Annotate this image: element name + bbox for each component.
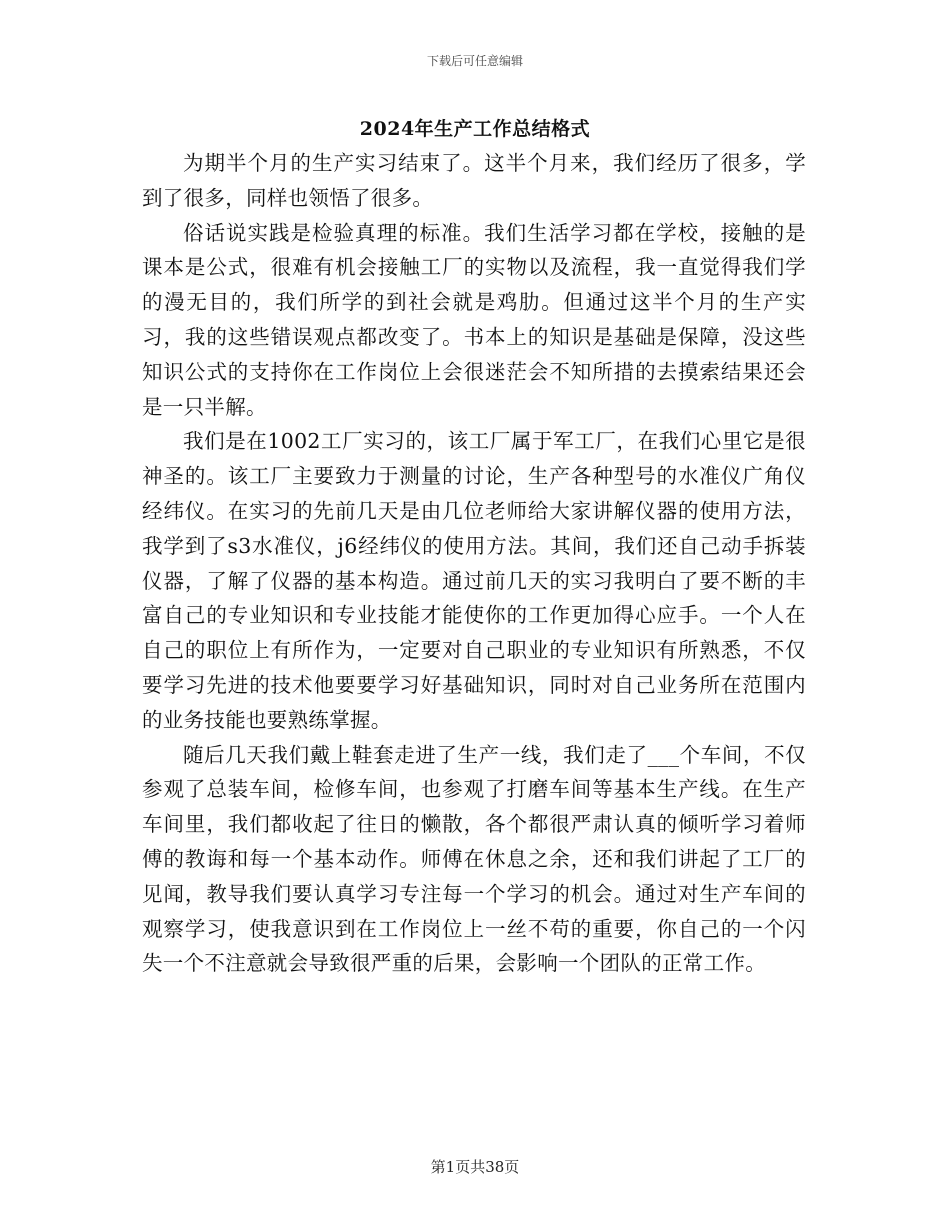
page-number: 第1页共38页 — [430, 1158, 520, 1176]
header-note: 下载后可任意编辑 — [426, 54, 523, 68]
paragraph: 为期半个月的生产实习结束了。这半个月来，我们经历了很多，学到了很多，同样也领悟了很多。 — [142, 151, 806, 210]
paragraph: 随后几天我们戴上鞋套走进了生产一线，我们走了___个车间，不仅参观了总装车间，检修车间，也参观了打磨车间等基本生产线。在生产车间里，我们都收起了往日的懒散，各个都很严肃认真的倾听学习着师傅的教诲和每一个基本动作。师傅在休息之余，还和我们讲起了工厂的见闻，教导我们要认真学习专注每一个学习的机会。通过对生产车间的观察学习，使我意识到在工作岗位上一丝不苟的重要，你自己的一个闪失一个不注意就会导致很严重的后果，会影响一个团队的正常工作。 — [142, 742, 806, 976]
document-title: 2024年生产工作总结格式 — [359, 118, 591, 140]
paragraph: 我们是在1002工厂实习的，该工厂属于军工厂，在我们心里它是很神圣的。该工厂主要致力于测量的讨论，生产各种型号的水准仪广角仪经纬仪。在实习的先前几天是由几位老师给大家讲解仪器的使用方法，我学到了s3水准仪，j6经纬仪的使用方法。其间，我们还自己动手拆装仪器，了解了仪器的基本构造。通过前几天的实习我明白了要不断的丰富自己的专业知识和专业技能才能使你的工作更加得心应手。一个人在自己的职位上有所作为，一定要对自己职业的专业知识有所熟悉，不仅要学习先进的技术他要要学习好基础知识，同时对自己业务所在范围内的业务技能也要熟练掌握。 — [142, 429, 806, 732]
document-body — [142, 146, 806, 981]
paragraph: 俗话说实践是检验真理的标准。我们生活学习都在学校，接触的是课本是公式，很难有机会接触工厂的实物以及流程，我一直觉得我们学的漫无目的，我们所学的到社会就是鸡肋。但通过这半个月的生产实习，我的这些错误观点都改变了。书本上的知识是基础是保障，没这些知识公式的支持你在工作岗位上会很迷茫会不知所措的去摸索结果还会是一只半解。 — [142, 220, 806, 419]
